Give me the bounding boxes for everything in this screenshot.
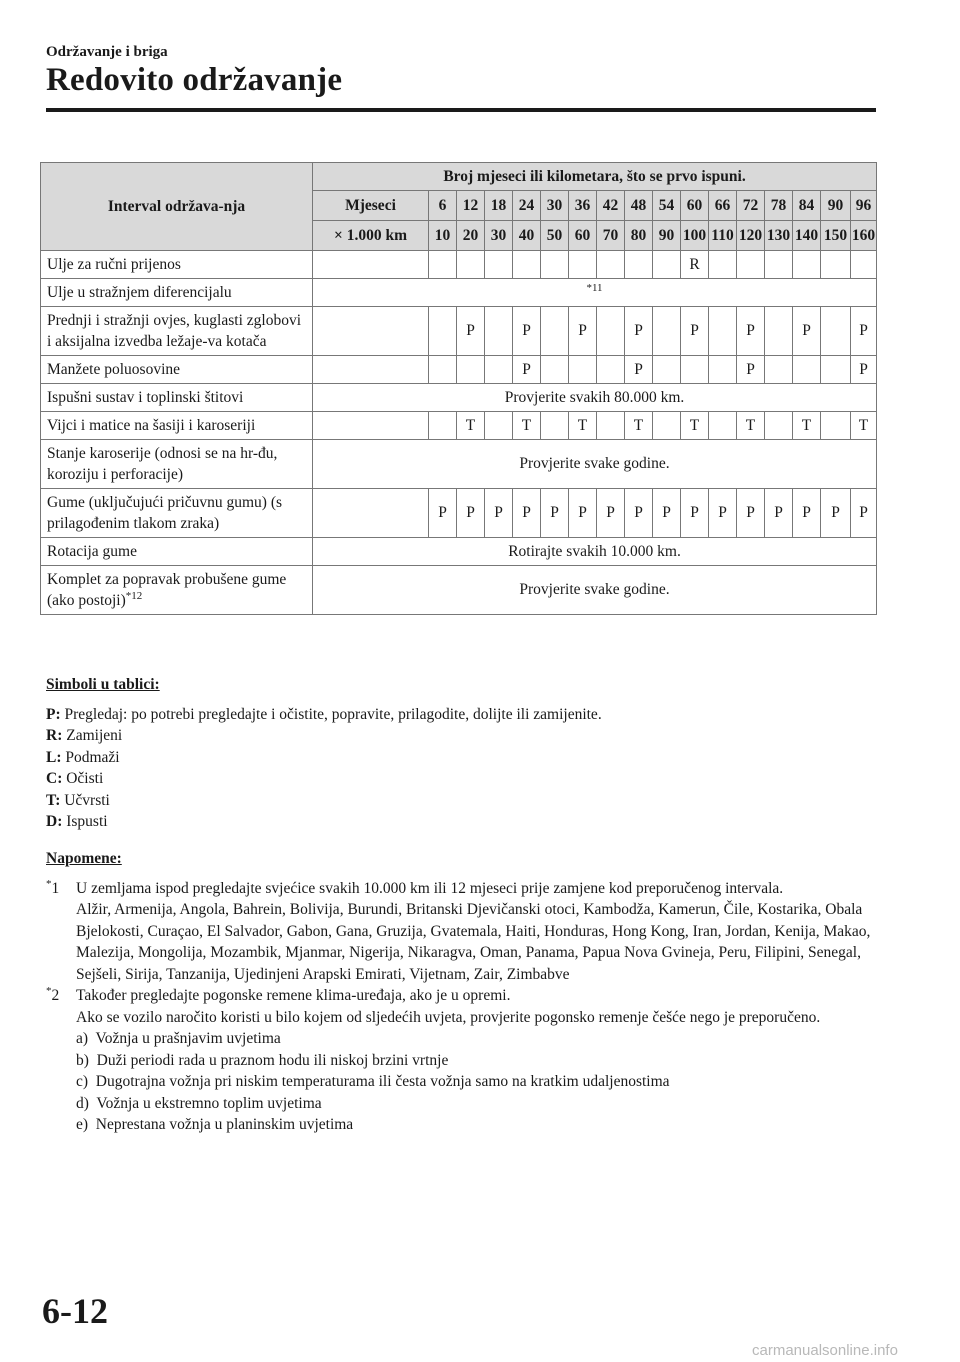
row-label xyxy=(41,279,313,307)
row-label-text: Ulje u stražnjem diferencijalu xyxy=(47,284,232,301)
row-label-text: Ispušni sustav i toplinski štitovi xyxy=(47,389,244,406)
interval-header: Interval održava-nja xyxy=(41,163,313,251)
row-cell: P xyxy=(793,307,821,356)
row-cell xyxy=(597,251,625,279)
row-cell: P xyxy=(851,307,877,356)
row-cell: P xyxy=(625,307,653,356)
row-cell xyxy=(313,412,429,440)
row-interval-text: Provjerite svakih 80.000 km. xyxy=(313,384,877,412)
row-cell: P xyxy=(625,489,653,538)
row-cell: P xyxy=(569,489,597,538)
row-cell: P xyxy=(569,307,597,356)
note-1-text-2: Alžir, Armenija, Angola, Bahrein, Bolivija, Burundi, Britanski Djevičanski otoci, Kambodža, Kamerun, Čile, Kostarika, Obala Bjelokosti, Curaçao, El Salvador, Gabon, Gana, Gruzija, Gvatemala, Haiti, Honduras, Hong Kong, Iran, Jordan, Kenija, Makao, Malezija, Mongolija, Mozambik, Mjanmar, Nigerija, Nikaragva, Oman, Panama, Papua Nova Gvineja, Peru, Filipini, Senegal, Sejšeli, Sirija, Tanzanija, Ujedinjeni Arapski Emirati, Vijetnam, Zair, Zimbabve xyxy=(76,901,871,983)
row-cell xyxy=(597,307,625,356)
km-40: 40 xyxy=(513,221,541,251)
row-label xyxy=(41,412,313,440)
symbols-legend xyxy=(46,674,876,833)
note-1-text-1: U zemljama ispod pregledajte svjećice svakih 10.000 km ili 12 mjeseci prije zamjene kod preporučenog intervala. xyxy=(76,879,784,897)
table-row xyxy=(41,356,877,384)
note-2-text-2: Ako se vozilo naročito koristi u bilo kojem od sljedećih uvjeta, provjerite pogonsko remenje češće nego je preporučeno. xyxy=(76,1008,821,1026)
row-label-text: Vijci i matice na šasiji i karoseriji xyxy=(47,417,256,434)
row-cell xyxy=(513,251,541,279)
row-cell: P xyxy=(681,307,709,356)
row-label xyxy=(41,489,313,538)
row-cell: T xyxy=(625,412,653,440)
table-row xyxy=(41,489,877,538)
month-42: 42 xyxy=(597,191,625,221)
month-66: 66 xyxy=(709,191,737,221)
row-interval-text: Rotirajte svakih 10.000 km. xyxy=(313,538,877,566)
row-cell xyxy=(313,489,429,538)
month-72: 72 xyxy=(737,191,765,221)
row-cell xyxy=(709,356,737,384)
row-label-text: Gume (uključujući pričuvnu gumu) (s prilagođenim tlakom zraka) xyxy=(47,494,283,532)
row-cell xyxy=(485,307,513,356)
row-cell xyxy=(429,412,457,440)
row-cell: P xyxy=(541,489,569,538)
footnote-11: *11 xyxy=(586,281,603,294)
row-interval-text: Provjerite svake godine. xyxy=(313,440,877,489)
row-cell xyxy=(709,251,737,279)
row-cell xyxy=(313,356,429,384)
km-140: 140 xyxy=(793,221,821,251)
row-cell xyxy=(541,412,569,440)
row-label xyxy=(41,538,313,566)
row-cell: P xyxy=(653,489,681,538)
row-cell: T xyxy=(793,412,821,440)
note-1 xyxy=(46,878,876,986)
condition-item: c) Dugotrajna vožnja pri niskim temperaturama ili česta vožnja samo na kratkim udaljenostima xyxy=(76,1073,670,1090)
km-70: 70 xyxy=(597,221,625,251)
row-cell xyxy=(569,356,597,384)
row-label xyxy=(41,384,313,412)
note-1-marker: *1 xyxy=(46,877,60,897)
month-24: 24 xyxy=(513,191,541,221)
table-row xyxy=(41,566,877,615)
row-label-text: Manžete poluosovine xyxy=(47,361,181,378)
legend-item xyxy=(46,725,876,747)
km-160: 160 xyxy=(851,221,877,251)
row-cell: P xyxy=(737,356,765,384)
km-130: 130 xyxy=(765,221,793,251)
row-label-text: Stanje karoserije (odnosi se na hr-đu, koroziju i perforacije) xyxy=(47,445,278,483)
row-cell xyxy=(653,412,681,440)
row-cell xyxy=(457,356,485,384)
month-36: 36 xyxy=(569,191,597,221)
legend-heading: Simboli u tablici: xyxy=(46,676,160,693)
legend-text: Podmaži xyxy=(65,748,120,766)
note-2-text-1: Također pregledajte pogonske remene klima-uređaja, ako je u opremi. xyxy=(76,987,511,1004)
km-120: 120 xyxy=(737,221,765,251)
legend-item xyxy=(46,811,876,833)
row-cell: P xyxy=(485,489,513,538)
row-cell xyxy=(681,356,709,384)
row-cell xyxy=(597,356,625,384)
legend-text: Učvrsti xyxy=(64,791,110,809)
month-78: 78 xyxy=(765,191,793,221)
km-30: 30 xyxy=(485,221,513,251)
span-header: Broj mjeseci ili kilometara, što se prvo ispuni. xyxy=(313,163,877,191)
maintenance-schedule-table xyxy=(40,162,877,615)
row-cell xyxy=(313,307,429,356)
note-2-marker: *2 xyxy=(46,984,60,1004)
row-cell xyxy=(429,356,457,384)
row-cell xyxy=(541,251,569,279)
row-cell: T xyxy=(569,412,597,440)
row-label-text: Prednji i stražnji ovjes, kuglasti zglobovi i aksijalna izvedba ležaje-va kotača xyxy=(47,312,301,350)
row-cell xyxy=(821,356,851,384)
row-cell: T xyxy=(851,412,877,440)
section-header: Održavanje i briga xyxy=(46,44,168,60)
row-label xyxy=(41,566,313,615)
row-label-text: Komplet za popravak probušene gume (ako postoji) xyxy=(47,571,287,609)
row-cell: T xyxy=(457,412,485,440)
row-interval-text: Provjerite svake godine. xyxy=(313,566,877,615)
row-label xyxy=(41,440,313,489)
row-cell: T xyxy=(737,412,765,440)
row-cell: P xyxy=(851,489,877,538)
legend-item xyxy=(46,747,876,769)
km-150: 150 xyxy=(821,221,851,251)
row-cell xyxy=(485,412,513,440)
legend-text: Ispusti xyxy=(66,813,108,830)
page-number: 6-12 xyxy=(42,1291,108,1331)
row-cell xyxy=(765,307,793,356)
legend-list xyxy=(46,704,876,833)
row-cell xyxy=(485,356,513,384)
month-6: 6 xyxy=(429,191,457,221)
row-label-text: Ulje za ručni prijenos xyxy=(47,256,181,273)
table-row xyxy=(41,251,877,279)
row-cell xyxy=(821,307,851,356)
row-cell xyxy=(793,251,821,279)
legend-key: L: xyxy=(46,748,62,766)
row-cell xyxy=(569,251,597,279)
row-cell: P xyxy=(821,489,851,538)
legend-key: R: xyxy=(46,727,63,744)
month-12: 12 xyxy=(457,191,485,221)
condition-item: a) Vožnja u prašnjavim uvjetima xyxy=(76,1030,281,1047)
row-cell: P xyxy=(793,489,821,538)
row-cell xyxy=(429,307,457,356)
row-cell xyxy=(313,251,429,279)
km-10: 10 xyxy=(429,221,457,251)
row-cell: P xyxy=(681,489,709,538)
legend-item xyxy=(46,704,876,726)
month-84: 84 xyxy=(793,191,821,221)
km-20: 20 xyxy=(457,221,485,251)
table-row xyxy=(41,538,877,566)
legend-key: C: xyxy=(46,770,63,787)
km-100: 100 xyxy=(681,221,709,251)
note-2 xyxy=(46,985,876,1136)
month-96: 96 xyxy=(851,191,877,221)
condition-item: d) Vožnja u ekstremno toplim uvjetima xyxy=(76,1094,322,1112)
condition-item: e) Neprestana vožnja u planinskim uvjetima xyxy=(76,1116,354,1133)
legend-item xyxy=(46,790,876,812)
table-row xyxy=(41,412,877,440)
row-cell xyxy=(765,251,793,279)
row-cell: P xyxy=(625,356,653,384)
header-row xyxy=(41,163,877,191)
row-cell xyxy=(709,307,737,356)
row-cell xyxy=(625,251,653,279)
row-label-text: Rotacija gume xyxy=(47,543,137,560)
row-cell: T xyxy=(513,412,541,440)
legend-text: Očisti xyxy=(66,770,104,787)
legend-text: Pregledaj: po potrebi pregledajte i očistite, popravite, prilagodite, dolijte ili zamijenite. xyxy=(64,705,602,723)
month-48: 48 xyxy=(625,191,653,221)
row-cell xyxy=(821,412,851,440)
notes-section xyxy=(46,848,876,1136)
note-2-conditions xyxy=(76,1028,876,1136)
row-cell: P xyxy=(513,307,541,356)
km-110: 110 xyxy=(709,221,737,251)
row-cell xyxy=(709,412,737,440)
row-cell: P xyxy=(765,489,793,538)
row-cell xyxy=(653,307,681,356)
row-cell: T xyxy=(681,412,709,440)
month-90: 90 xyxy=(821,191,851,221)
months-label: Mjeseci xyxy=(313,191,429,221)
table-row xyxy=(41,279,877,307)
row-cell: P xyxy=(597,489,625,538)
row-cell xyxy=(765,412,793,440)
legend-key: D: xyxy=(46,813,63,830)
km-80: 80 xyxy=(625,221,653,251)
month-60: 60 xyxy=(681,191,709,221)
row-cell xyxy=(597,412,625,440)
row-cell: P xyxy=(513,489,541,538)
table-row xyxy=(41,440,877,489)
row-cell xyxy=(653,251,681,279)
page-title: Redovito održavanje xyxy=(46,62,343,98)
row-cell xyxy=(485,251,513,279)
legend-text: Zamijeni xyxy=(66,727,123,744)
row-label-footnote: *12 xyxy=(125,589,143,602)
row-cell xyxy=(793,356,821,384)
row-cell: P xyxy=(429,489,457,538)
row-label xyxy=(41,307,313,356)
row-cell: P xyxy=(737,489,765,538)
row-cell: P xyxy=(513,356,541,384)
row-cell: P xyxy=(457,489,485,538)
notes-heading: Napomene: xyxy=(46,850,122,867)
km-90: 90 xyxy=(653,221,681,251)
month-18: 18 xyxy=(485,191,513,221)
row-cell: R xyxy=(681,251,709,279)
row-cell xyxy=(541,356,569,384)
row-label xyxy=(41,356,313,384)
table-row xyxy=(41,307,877,356)
legend-item xyxy=(46,768,876,790)
month-54: 54 xyxy=(653,191,681,221)
row-cell xyxy=(765,356,793,384)
condition-item: b) Duži periodi rada u praznom hodu ili niskoj brzini vrtnje xyxy=(76,1051,449,1069)
watermark: carmanualsonline.info xyxy=(752,1342,898,1359)
title-divider xyxy=(46,108,876,112)
row-cell: P xyxy=(851,356,877,384)
row-cell xyxy=(851,251,877,279)
row-cell: P xyxy=(709,489,737,538)
row-cell xyxy=(541,307,569,356)
row-cell: P xyxy=(737,307,765,356)
km-50: 50 xyxy=(541,221,569,251)
legend-key: P: xyxy=(46,705,61,723)
row-footnote-ref xyxy=(313,279,877,307)
table-row xyxy=(41,384,877,412)
row-cell xyxy=(429,251,457,279)
row-cell xyxy=(457,251,485,279)
legend-key: T: xyxy=(46,791,61,809)
row-cell xyxy=(653,356,681,384)
km-60: 60 xyxy=(569,221,597,251)
row-cell xyxy=(737,251,765,279)
km-label: × 1.000 km xyxy=(313,221,429,251)
row-label xyxy=(41,251,313,279)
row-cell xyxy=(821,251,851,279)
row-cell: P xyxy=(457,307,485,356)
month-30: 30 xyxy=(541,191,569,221)
